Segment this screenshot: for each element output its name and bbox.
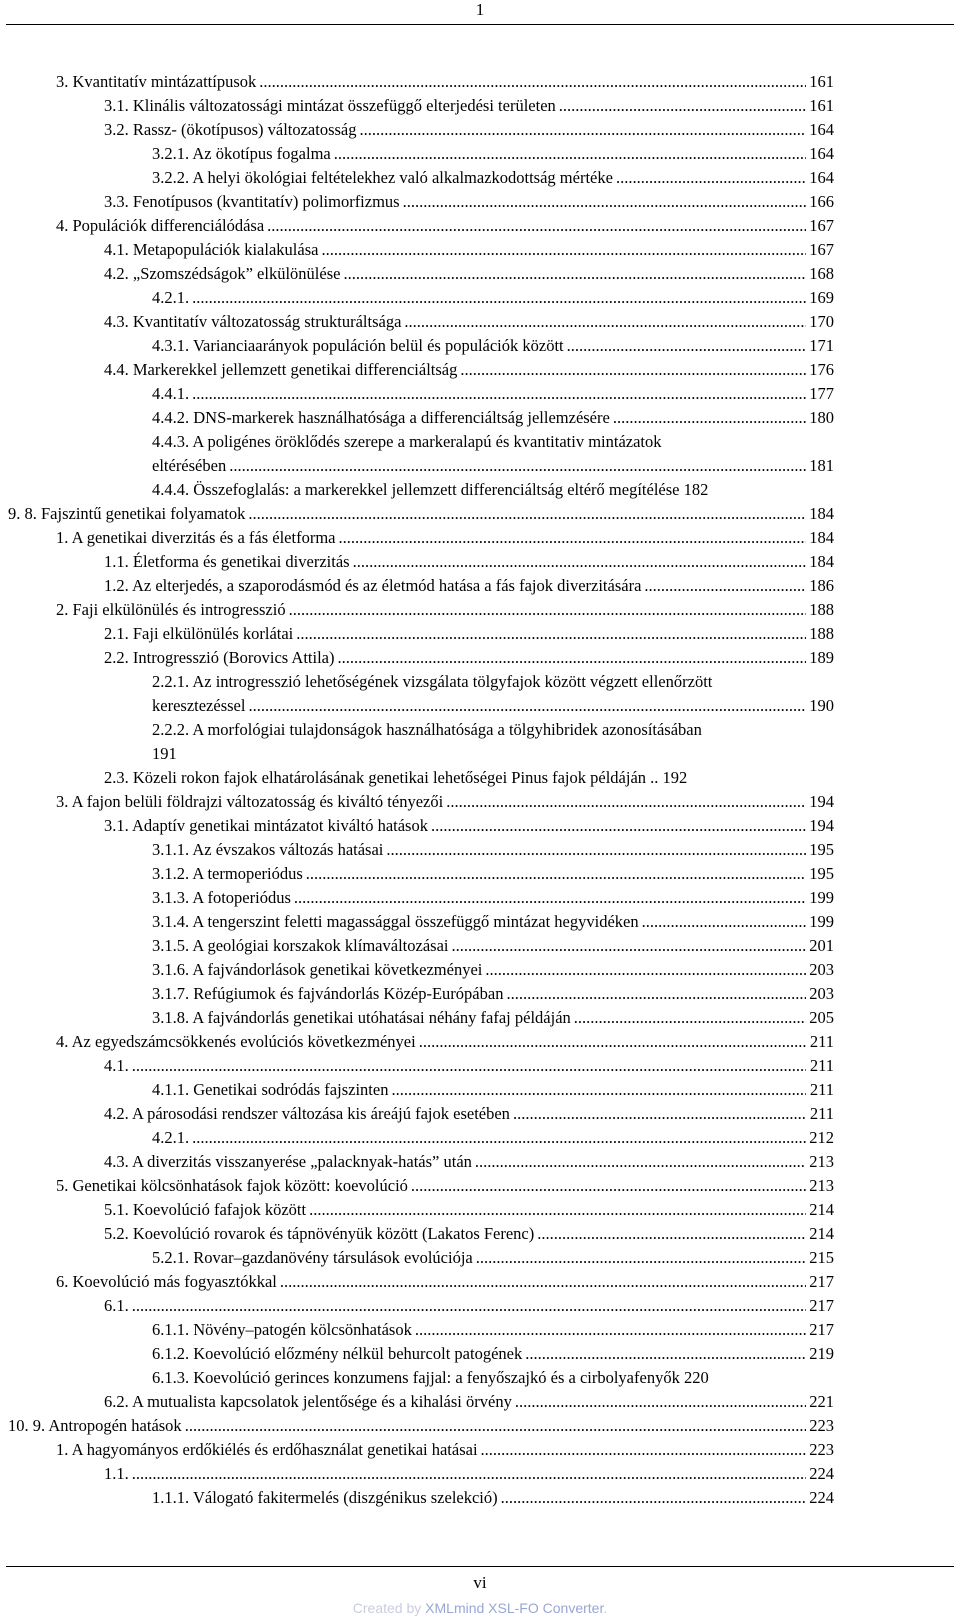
toc-entry[interactable] [0, 310, 960, 334]
toc-entry-label: 3.1.7. Refúgiumok és fajvándorlás Közép-Európában [152, 984, 504, 1003]
toc-entry-label: 1.1.1. Válogató fakitermelés (diszgénikus szelekció) [152, 1488, 498, 1507]
toc-entry-page-number: 211 [809, 1080, 834, 1099]
toc-entry[interactable] [0, 1462, 960, 1486]
toc-dot-leader [537, 1222, 806, 1246]
toc-entry-label: 2.2. Introgresszió (Borovics Attila) [104, 648, 335, 667]
toc-dot-leader [415, 1318, 806, 1342]
toc-entry-page-number: 171 [809, 336, 834, 355]
toc-entry-page-number: 221 [809, 1392, 834, 1411]
toc-entry-label: keresztezéssel [152, 696, 246, 715]
toc-entry-label: 2. Faji elkülönülés és introgresszió [56, 600, 286, 619]
toc-dot-leader [567, 334, 806, 358]
toc-entry-page-number: 217 [809, 1272, 834, 1291]
toc-entry[interactable] [0, 1486, 960, 1510]
toc-dot-leader [506, 982, 806, 1006]
toc-entry-label: eltérésében [152, 456, 227, 475]
toc-entry-page-number: 199 [809, 912, 834, 931]
toc-dot-leader [559, 94, 806, 118]
toc-entry[interactable] [0, 286, 960, 310]
toc-entry-label: 4.1. Metapopulációk kialakulása [104, 240, 319, 259]
toc-entry-page-number: 184 [809, 528, 834, 547]
toc-dot-leader [446, 790, 806, 814]
toc-dot-leader [321, 238, 806, 262]
toc-entry-page-number: 195 [809, 840, 834, 859]
toc-entry-label: 4.4.1. [152, 384, 190, 403]
header-page-number: 1 [475, 0, 485, 19]
toc-entry[interactable] [0, 454, 960, 478]
toc-entry-page-number: 188 [809, 600, 834, 619]
toc-entry-label: 3.1.1. Az évszakos változás hatásai [152, 840, 384, 859]
toc-entry-label: 3.3. Fenotípusos (kvantitatív) polimorfizmus [104, 192, 400, 211]
toc-entry-page-number: 201 [809, 936, 834, 955]
toc-entry-page-number: 181 [809, 456, 834, 475]
toc-entry[interactable] [0, 958, 960, 982]
toc-entry[interactable] [0, 1294, 960, 1318]
toc-entry-label: 3.2.1. Az ökotípus fogalma [152, 144, 331, 163]
toc-entry-page-number: 164 [809, 144, 834, 163]
toc-entry-label: 3.1. Klinális változatossági mintázat összefüggő elterjedési területen [104, 96, 556, 115]
toc-entry-label: 1.1. [104, 1464, 129, 1483]
toc-entry[interactable] [0, 766, 960, 790]
toc-entry-label: 6.2. A mutualista kapcsolatok jelentősége és a kihalási örvény [104, 1392, 512, 1411]
toc-entry-page-number: 186 [809, 576, 834, 595]
toc-entry[interactable] [0, 886, 960, 910]
toc-entry-label: 4.4. Markerekkel jellemzett genetikai differenciáltság [104, 360, 458, 379]
toc-entry-page-number: 203 [809, 984, 834, 1003]
toc-entry-page-number: 205 [809, 1008, 834, 1027]
toc-entry-label: 4.3. A diverzitás visszanyerése „palacknyak-hatás” után [104, 1152, 472, 1171]
toc-entry-label: 4.2.1. [152, 288, 190, 307]
toc-entry-page-number: 170 [809, 312, 834, 331]
toc-entry-label: 5. Genetikai kölcsönhatások fajok között: koevolúció [56, 1176, 408, 1195]
toc-entry-page-number: 161 [809, 96, 834, 115]
toc-dot-leader [229, 454, 806, 478]
toc-entry-label: 4. Az egyedszámcsökkenés evolúciós következményei [56, 1032, 416, 1051]
toc-entry[interactable] [0, 694, 960, 718]
toc-entry-page-number: 203 [809, 960, 834, 979]
toc-entry-label: 4.3. Kvantitatív változatosság strukturáltsága [104, 312, 402, 331]
toc-entry[interactable] [0, 934, 960, 958]
toc-entry[interactable] [0, 790, 960, 814]
toc-dot-leader [431, 814, 806, 838]
toc-entry-page-number: 180 [809, 408, 834, 427]
toc-entry-label: 3.1.4. A tengerszint feletti magassággal összefüggő mintázat hegyvidéken [152, 912, 639, 931]
toc-entry-page-number: 224 [809, 1464, 834, 1483]
toc-entry-page-number: 217 [809, 1296, 834, 1315]
header-rule [6, 24, 954, 25]
toc-entry[interactable] [0, 622, 960, 646]
toc-entry-page-number: 188 [809, 624, 834, 643]
toc-entry-label: 3.1.2. A termoperiódus [152, 864, 303, 883]
toc-entry-label: 6.1.2. Koevolúció előzmény nélkül behurcolt patogének [152, 1344, 523, 1363]
toc-entry[interactable] [0, 166, 960, 190]
toc-entry-page-number: 164 [809, 120, 834, 139]
toc-entry-label: 6.1. [104, 1296, 129, 1315]
toc-entry-page-number: 184 [809, 504, 834, 523]
toc-dot-leader [386, 838, 806, 862]
toc-entry[interactable] [0, 190, 960, 214]
toc-entry-page-number: 223 [809, 1440, 834, 1459]
footer-credit[interactable] [0, 1599, 960, 1617]
toc-entry-label: 5.2. Koevolúció rovarok és tápnövényük között (Lakatos Ferenc) [104, 1224, 535, 1243]
toc-dot-leader [132, 1462, 806, 1486]
toc-entry[interactable] [0, 1054, 960, 1078]
toc-entry[interactable] [0, 334, 960, 358]
toc-entry[interactable] [0, 1126, 960, 1150]
toc-entry-text: 6.1.3. Koevolúció gerinces konzumens fajjal: a fenyőszajkó és a cirbolyafenyők 220 [152, 1368, 709, 1387]
toc-dot-leader [248, 502, 806, 526]
toc-dot-leader [404, 310, 806, 334]
toc-entry-label: 4.4.2. DNS-markerek használhatósága a differenciáltság jellemzésére [152, 408, 610, 427]
toc-entry-label: 4.2. „Szomszédságok” elkülönülése [104, 264, 341, 283]
toc-dot-leader [460, 358, 806, 382]
toc-dot-leader [353, 550, 806, 574]
toc-entry-label: 1.1. Életforma és genetikai diverzitás [104, 552, 350, 571]
toc-dot-leader [280, 1270, 806, 1294]
toc-entry[interactable] [0, 814, 960, 838]
toc-entry-page-number: 169 [809, 288, 834, 307]
toc-dot-leader [642, 910, 806, 934]
toc-entry-label: 1.2. Az elterjedés, a szaporodásmód és az életmód hatása a fás fajok diverzitására [104, 576, 642, 595]
toc-entry[interactable] [0, 382, 960, 406]
toc-dot-leader [132, 1294, 806, 1318]
toc-entry[interactable] [0, 982, 960, 1006]
toc-dot-leader [185, 1414, 806, 1438]
toc-dot-leader [294, 886, 806, 910]
toc-entry-label: 10. 9. Antropogén hatások [8, 1416, 182, 1435]
toc-dot-leader [403, 190, 806, 214]
toc-entry-page-number: 167 [809, 240, 834, 259]
toc-entry-label: 3.1.5. A geológiai korszakok klímaváltozásai [152, 936, 449, 955]
toc-entry-page-number: 164 [809, 168, 834, 187]
toc-entry[interactable] [0, 502, 960, 526]
toc-entry-page-number: 213 [809, 1176, 834, 1195]
toc-entry-page-number: 166 [809, 192, 834, 211]
toc-entry-page-number: 215 [809, 1248, 834, 1267]
toc-dot-leader [391, 1078, 806, 1102]
toc-entry[interactable] [0, 718, 960, 742]
toc-entry[interactable] [0, 550, 960, 574]
toc-entry-page-number: 211 [809, 1032, 834, 1051]
toc-entry-page-number: 199 [809, 888, 834, 907]
toc-entry-page-number: 211 [809, 1056, 834, 1075]
toc-entry-page-number: 211 [809, 1104, 834, 1123]
toc-entry[interactable] [0, 262, 960, 286]
footer-page-number: vi [473, 1573, 487, 1592]
toc-entry-page-number: 195 [809, 864, 834, 883]
toc-entry[interactable] [0, 1366, 960, 1390]
toc-dot-leader [289, 598, 806, 622]
toc-dot-leader [525, 1342, 806, 1366]
toc-dot-leader [192, 286, 806, 310]
toc-dot-leader [267, 214, 806, 238]
toc-entry-text: 2.2.1. Az introgresszió lehetőségének vizsgálata tölgyfajok között végzett ellenőrzött [152, 672, 713, 691]
toc-entry[interactable] [0, 142, 960, 166]
toc-dot-leader [476, 1246, 806, 1270]
toc-dot-leader [616, 166, 806, 190]
toc-entry-page-number: 168 [809, 264, 834, 283]
toc-dot-leader [192, 1126, 806, 1150]
toc-dot-leader [411, 1174, 806, 1198]
toc-entry-page-number: 194 [809, 816, 834, 835]
toc-entry-label: 6.1.1. Növény–patogén kölcsönhatások [152, 1320, 412, 1339]
toc-entry[interactable] [0, 646, 960, 670]
toc-dot-leader [644, 574, 806, 598]
toc-dot-leader [360, 118, 806, 142]
toc-entry-page-number: 167 [809, 216, 834, 235]
toc-entry-page-number: 224 [809, 1488, 834, 1507]
footer-rule [6, 1566, 954, 1567]
toc-entry-page-number: 190 [809, 696, 834, 715]
toc-entry[interactable] [0, 670, 960, 694]
toc-entry[interactable] [0, 574, 960, 598]
table-of-contents [0, 70, 960, 1510]
toc-dot-leader [481, 1438, 806, 1462]
toc-entry-page-number: 219 [809, 1344, 834, 1363]
toc-entry[interactable] [0, 1078, 960, 1102]
toc-entry[interactable] [0, 94, 960, 118]
toc-entry[interactable] [0, 838, 960, 862]
toc-entry-text: 4.4.4. Összefoglalás: a markerekkel jellemzett differenciáltság eltérő megítélése 182 [152, 480, 709, 499]
toc-entry[interactable] [0, 1414, 960, 1438]
toc-dot-leader [451, 934, 806, 958]
toc-dot-leader [613, 406, 806, 430]
toc-dot-leader [192, 382, 806, 406]
toc-entry[interactable] [0, 406, 960, 430]
toc-entry[interactable] [0, 1030, 960, 1054]
toc-entry-label: 1. A hagyományos erdőkiélés és erdőhasználat genetikai hatásai [56, 1440, 478, 1459]
toc-dot-leader [475, 1150, 806, 1174]
toc-entry-label: 4.1. [104, 1056, 129, 1075]
toc-entry-page-number: 212 [809, 1128, 834, 1147]
toc-dot-leader [248, 694, 806, 718]
toc-entry[interactable] [0, 1198, 960, 1222]
toc-dot-leader [306, 862, 806, 886]
toc-entry-page-number: 213 [809, 1152, 834, 1171]
toc-entry-page-number: 177 [809, 384, 834, 403]
toc-dot-leader [343, 262, 806, 286]
toc-entry[interactable] [0, 1174, 960, 1198]
toc-dot-leader [419, 1030, 806, 1054]
toc-entry-label: 9. 8. Fajszintű genetikai folyamatok [8, 504, 246, 523]
toc-entry-page-number: 189 [809, 648, 834, 667]
credit-suffix: . [603, 1600, 608, 1616]
toc-entry-label: 1. A genetikai diverzitás és a fás életforma [56, 528, 336, 547]
toc-dot-leader [132, 1054, 806, 1078]
toc-dot-leader [296, 622, 806, 646]
toc-entry[interactable] [0, 430, 960, 454]
toc-entry-text: 2.3. Közeli rokon fajok elhatárolásának genetikai lehetőségei Pinus fajok példáján .. 192 [104, 768, 688, 787]
toc-entry-label: 6. Koevolúció más fogyasztókkal [56, 1272, 277, 1291]
toc-entry-label: 3.1.6. A fajvándorlások genetikai következményei [152, 960, 483, 979]
toc-dot-leader [338, 646, 806, 670]
toc-entry[interactable] [0, 1390, 960, 1414]
toc-entry-page-number: 223 [809, 1416, 834, 1435]
toc-entry[interactable] [0, 1342, 960, 1366]
toc-entry-label: 3.1.3. A fotoperiódus [152, 888, 291, 907]
toc-entry-label: 3. Kvantitatív mintázattípusok [56, 72, 257, 91]
toc-dot-leader [334, 142, 806, 166]
toc-entry[interactable] [0, 118, 960, 142]
toc-entry-text: 4.4.3. A poligénes öröklődés szerepe a markeralapú és kvantitativ mintázatok [152, 432, 662, 451]
credit-prefix: Created by [352, 1600, 426, 1616]
toc-entry[interactable] [0, 238, 960, 262]
toc-entry[interactable] [0, 1246, 960, 1270]
toc-entry-label: 3.2.2. A helyi ökológiai feltételekhez való alkalmazkodottság mértéke [152, 168, 613, 187]
toc-entry-label: 3.1.8. A fajvándorlás genetikai utóhatásai néhány fafaj példáján [152, 1008, 571, 1027]
toc-entry[interactable] [0, 358, 960, 382]
toc-entry-label: 4. Populációk differenciálódása [56, 216, 265, 235]
toc-entry-label: 3.2. Rassz- (ökotípusos) változatosság [104, 120, 357, 139]
toc-dot-leader [513, 1102, 806, 1126]
toc-entry-page-number: 214 [809, 1200, 834, 1219]
toc-dot-leader [259, 70, 806, 94]
toc-entry[interactable] [0, 742, 960, 766]
toc-entry[interactable] [0, 1222, 960, 1246]
toc-entry[interactable] [0, 1006, 960, 1030]
toc-entry[interactable] [0, 1270, 960, 1294]
toc-entry[interactable] [0, 862, 960, 886]
toc-entry-label: 4.3.1. Varianciaarányok populáción belül és populációk között [152, 336, 564, 355]
toc-entry[interactable] [0, 70, 960, 94]
toc-dot-leader [485, 958, 806, 982]
toc-dot-leader [501, 1486, 806, 1510]
toc-entry-label: 4.2.1. [152, 1128, 190, 1147]
toc-entry-label: 4.2. A párosodási rendszer változása kis áreájú fajok esetében [104, 1104, 510, 1123]
toc-entry-text: 2.2.2. A morfológiai tulajdonságok használhatósága a tölgyhibridek azonosításában [152, 720, 702, 739]
toc-entry-page-number: 176 [809, 360, 834, 379]
toc-entry-label: 5.2.1. Rovar–gazdanövény társulások evolúciója [152, 1248, 473, 1267]
toc-entry[interactable] [0, 910, 960, 934]
toc-dot-leader [574, 1006, 806, 1030]
toc-dot-leader [309, 1198, 806, 1222]
toc-entry[interactable] [0, 1102, 960, 1126]
toc-entry[interactable] [0, 526, 960, 550]
toc-entry-text: 191 [152, 744, 177, 763]
toc-entry-label: 2.1. Faji elkülönülés korlátai [104, 624, 294, 643]
toc-entry-label: 3.1. Adaptív genetikai mintázatot kiváltó hatások [104, 816, 428, 835]
toc-entry-label: 5.1. Koevolúció fafajok között [104, 1200, 307, 1219]
toc-entry[interactable] [0, 598, 960, 622]
toc-entry-label: 3. A fajon belüli földrajzi változatosság és kiváltó tényezői [56, 792, 444, 811]
toc-entry[interactable] [0, 1318, 960, 1342]
toc-entry-page-number: 217 [809, 1320, 834, 1339]
toc-dot-leader [515, 1390, 806, 1414]
toc-entry-page-number: 184 [809, 552, 834, 571]
toc-entry-page-number: 214 [809, 1224, 834, 1243]
toc-entry[interactable] [0, 478, 960, 502]
toc-entry[interactable] [0, 1438, 960, 1462]
toc-entry-page-number: 194 [809, 792, 834, 811]
toc-entry[interactable] [0, 214, 960, 238]
credit-brand-link[interactable]: XMLmind XSL-FO Converter [425, 1600, 604, 1616]
toc-entry-page-number: 161 [809, 72, 834, 91]
toc-entry-label: 4.1.1. Genetikai sodródás fajszinten [152, 1080, 389, 1099]
toc-entry[interactable] [0, 1150, 960, 1174]
toc-dot-leader [338, 526, 806, 550]
